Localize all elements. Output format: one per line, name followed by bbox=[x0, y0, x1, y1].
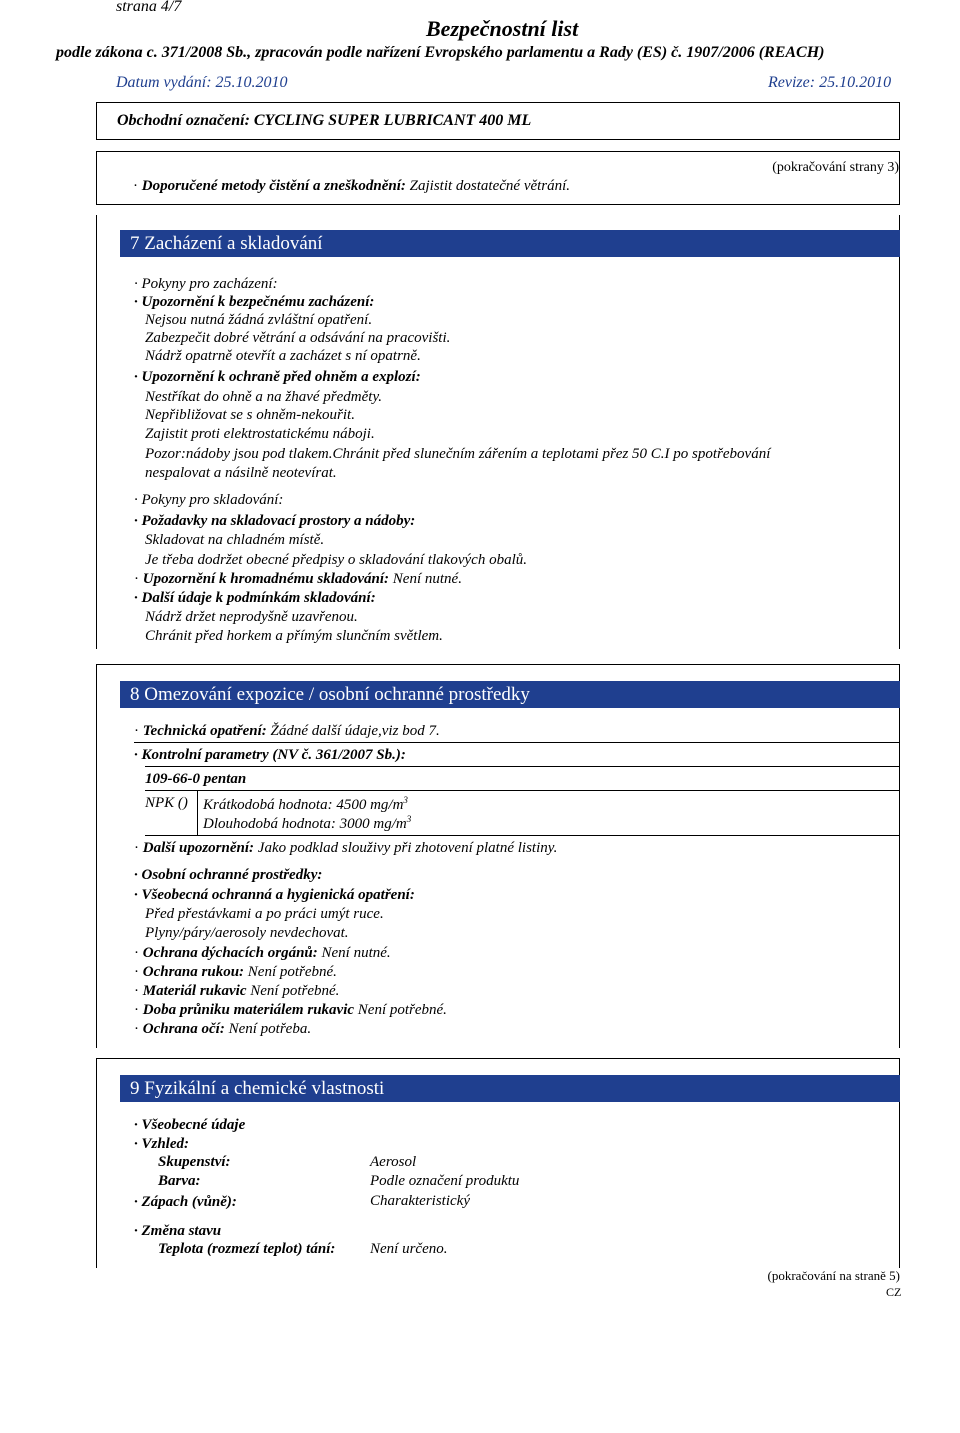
bulk-storage: · Upozornění k hromadnému skladování: Není nutné. bbox=[134, 570, 462, 588]
country-code: CZ bbox=[886, 1285, 902, 1299]
storage-instructions: · Pokyny pro skladování: bbox=[134, 491, 283, 509]
text-line: Zajistit proti elektrostatickému náboji. bbox=[145, 426, 375, 442]
text-line: Zabezpečit dobré větrání a odsávání na pracovišti. bbox=[145, 330, 451, 346]
respiratory-protection: · Ochrana dýchacích orgánů: Není nutné. bbox=[134, 944, 391, 962]
text-line: Je třeba dodržet obecné předpisy o skladování tlakových obalů. bbox=[145, 552, 527, 568]
page-number: strana 4/7 bbox=[116, 0, 182, 15]
text-line: Skladovat na chladném místě. bbox=[145, 532, 325, 548]
penetration-time: · Doba průniku materiálem rukavic Není potřebné. bbox=[134, 1001, 447, 1019]
melting-point-label: Teplota (rozmezí teplot) tání: bbox=[158, 1241, 336, 1257]
revision-date: Revize: 25.10.2010 bbox=[768, 74, 892, 91]
text-line: nespalovat a násilně neotevírat. bbox=[145, 465, 337, 481]
cleanup-methods: · Doporučené metody čistění a zneškodnění: Zajistit dostatečné větrání. bbox=[133, 178, 570, 195]
document-title: Bezpečnostní list bbox=[426, 16, 579, 41]
state-label: Skupenství: bbox=[158, 1154, 231, 1170]
hand-protection: · Ochrana rukou: Není potřebné. bbox=[134, 963, 337, 981]
limits-table bbox=[145, 790, 900, 836]
text-line: Nestříkat do ohně a na žhavé předměty. bbox=[145, 389, 383, 405]
cell-divider bbox=[197, 791, 198, 835]
text-line: Před přestávkami a po práci umýt ruce. bbox=[145, 906, 384, 922]
technical-measures: · Technická opatření: Žádné další údaje,viz bod 7. bbox=[134, 722, 440, 740]
general-info-label: · Všeobecné údaje bbox=[134, 1116, 245, 1134]
hygiene-label: · Všeobecná ochranná a hygienická opatření: bbox=[134, 886, 415, 904]
control-parameters-label: · Kontrolní parametry (NV č. 361/2007 Sb.): bbox=[134, 746, 406, 764]
long-term-limit: Dlouhodobá hodnota: 3000 $mg/m^3$ bbox=[203, 814, 412, 832]
storage-requirements-label: · Požadavky na skladovací prostory a nádoby: bbox=[134, 512, 415, 530]
trade-name-box bbox=[96, 102, 900, 140]
divider bbox=[145, 766, 900, 767]
odor-label: · Zápach (vůně): bbox=[134, 1193, 237, 1211]
fire-protection-label: · Upozornění k ochraně před ohněm a explozí: bbox=[134, 368, 421, 386]
document-subtitle: podle zákona c. 371/2008 Sb., zpracován podle nařízení Evropského parlamentu a Rady (ES) č. 1907/2006 (REACH) bbox=[56, 44, 825, 61]
text-line: Nejsou nutná žádná zvláštní opatření. bbox=[145, 312, 373, 328]
handling-instructions: · Pokyny pro zacházení: bbox=[134, 275, 278, 293]
section-8-heading: 8 Omezování expozice / osobní ochranné prostředky bbox=[120, 681, 900, 708]
further-notes: · Další upozornění: Jako podklad slouživy při zhotovení platné listiny. bbox=[134, 839, 557, 857]
trade-name: Obchodní označení: CYCLING SUPER LUBRICANT 400 ML bbox=[117, 112, 532, 129]
melting-point-value: Není určeno. bbox=[370, 1241, 448, 1257]
npk-label: NPK () bbox=[145, 795, 188, 811]
ppe-label: · Osobní ochranné prostředky: bbox=[134, 866, 322, 884]
text-line: Nádrž držet neprodyšně uzavřenou. bbox=[145, 609, 358, 625]
section-9-heading: 9 Fyzikální a chemické vlastnosti bbox=[120, 1075, 900, 1102]
continuation-box bbox=[96, 151, 900, 205]
text-line: Nepřibližovat se s ohněm-nekouřit. bbox=[145, 407, 355, 423]
safe-handling-label: · Upozornění k bezpečnému zacházení: bbox=[134, 293, 374, 311]
odor-value: Charakteristický bbox=[370, 1193, 470, 1209]
color-label: Barva: bbox=[158, 1173, 201, 1189]
appearance-label: · Vzhled: bbox=[134, 1135, 189, 1153]
text-line: Chránit před horkem a přímým slunčním světlem. bbox=[145, 628, 443, 644]
text-line: Pozor:nádoby jsou pod tlakem.Chránit před slunečním zářením a teplotami přez 50 C.I po spotřebování bbox=[145, 446, 771, 462]
glove-material: · Materiál rukavic Není potřebné. bbox=[134, 982, 339, 1000]
color-value: Podle označení produktu bbox=[370, 1173, 520, 1189]
continuation-from: (pokračování strany 3) bbox=[772, 160, 899, 175]
continuation-to: (pokračování na straně 5) bbox=[767, 1268, 900, 1283]
issue-date: Datum vydání: 25.10.2010 bbox=[116, 74, 288, 91]
text-line: Nádrž opatrně otevřít a zacházet s ní opatrně. bbox=[145, 348, 421, 364]
section-7-heading: 7 Zacházení a skladování bbox=[120, 230, 900, 257]
storage-conditions-label: · Další údaje k podmínkám skladování: bbox=[134, 589, 376, 607]
substance-name: 109-66-0 pentan bbox=[145, 771, 247, 787]
state-change-label: · Změna stavu bbox=[134, 1222, 221, 1240]
eye-protection: · Ochrana očí: Není potřeba. bbox=[134, 1020, 311, 1038]
divider bbox=[134, 742, 900, 743]
short-term-limit: Krátkodobá hodnota: 4500 $mg/m^3$ bbox=[203, 795, 408, 813]
text-line: Plyny/páry/aerosoly nevdechovat. bbox=[145, 925, 349, 941]
state-value: Aerosol bbox=[370, 1154, 417, 1170]
